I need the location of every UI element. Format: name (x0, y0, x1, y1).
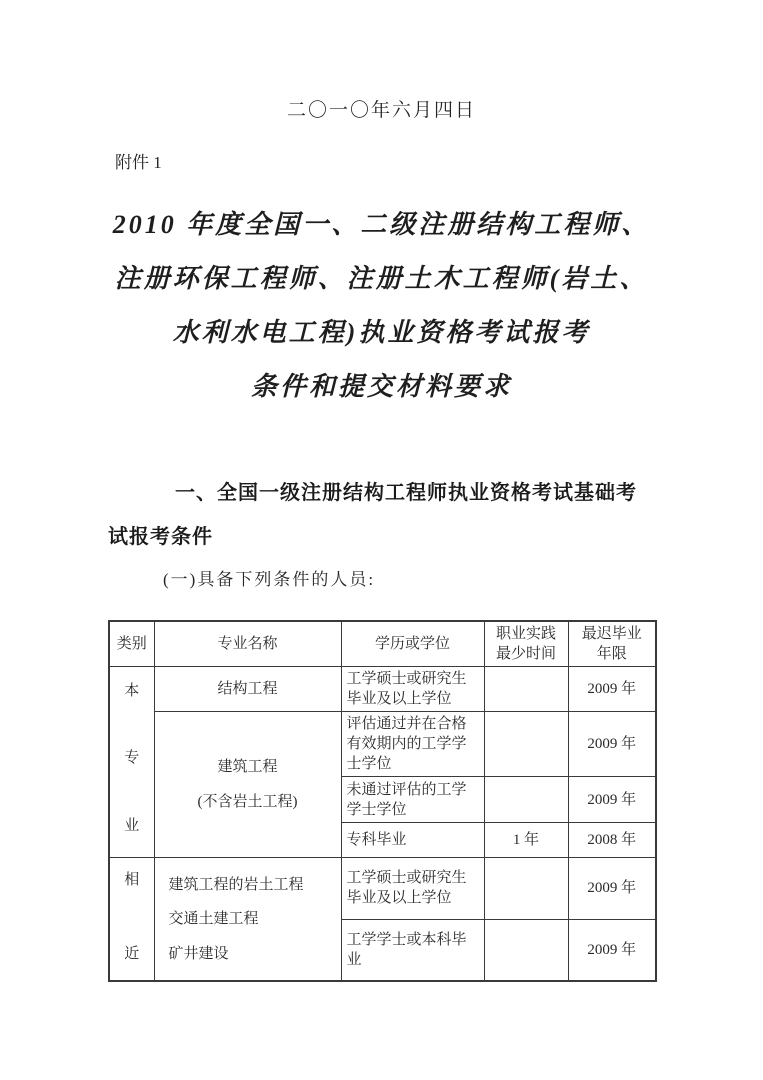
col-header-degree: 学历或学位 (341, 621, 484, 667)
practice-cell (484, 777, 568, 823)
category-similar-stack (115, 860, 149, 978)
practice-cell (484, 712, 568, 777)
subsection-label: (一)具备下列条件的人员: (163, 570, 376, 589)
col-header-graduation (568, 621, 656, 667)
section-heading-line-1: 一、全国一级注册结构工程师执业资格考试基础考 (175, 482, 637, 504)
graduation-cell: 2008 年 (568, 823, 656, 858)
practice-cell (484, 919, 568, 981)
category-char: 相 (124, 872, 140, 888)
col-header-graduation-line-1: 最迟毕业 (581, 626, 642, 642)
graduation-cell: 2009 年 (568, 667, 656, 712)
category-char: 专 (124, 750, 140, 766)
degree-cell: 专科毕业 (341, 823, 484, 858)
major-cell-similar (154, 858, 341, 982)
document-title (108, 198, 655, 414)
practice-cell (484, 858, 568, 920)
col-header-category: 类别 (109, 621, 154, 667)
major-architecture-stack (160, 714, 336, 855)
section-heading (108, 471, 655, 559)
col-header-practice (484, 621, 568, 667)
col-header-practice-line-2: 最少时间 (495, 646, 556, 662)
category-cell-own-major (109, 667, 154, 858)
degree-cell: 评估通过并在合格有效期内的工学学士学位 (341, 712, 484, 777)
document-date: 二〇一〇年六月四日 (286, 100, 476, 121)
requirements-table (108, 620, 657, 982)
category-own-major-stack (115, 672, 149, 853)
practice-cell: 1 年 (484, 823, 568, 858)
graduation-cell: 2009 年 (568, 919, 656, 981)
col-header-practice-line-1: 职业实践 (495, 626, 556, 642)
degree-cell: 工学硕士或研究生毕业及以上学位 (341, 858, 484, 920)
degree-cell: 工学硕士或研究生毕业及以上学位 (341, 667, 484, 712)
title-line-2: 注册环保工程师、注册土木工程师(岩土、 (114, 264, 649, 293)
table-header-row (109, 621, 656, 667)
major-line: 建筑工程的岩土工程 (168, 876, 304, 893)
col-header-major: 专业名称 (154, 621, 341, 667)
major-line: 建筑工程 (217, 759, 278, 775)
graduation-cell: 2009 年 (568, 858, 656, 920)
graduation-cell: 2009 年 (568, 777, 656, 823)
table-row (109, 712, 656, 777)
major-line: (不含岩土工程) (197, 794, 298, 810)
graduation-cell: 2009 年 (568, 712, 656, 777)
category-char: 近 (124, 946, 140, 962)
category-char: 本 (124, 682, 140, 699)
category-cell-similar (109, 858, 154, 982)
attachment-label: 附件 1 (115, 153, 162, 172)
major-cell-structural: 结构工程 (154, 667, 341, 712)
section-heading-line-2: 试报考条件 (108, 526, 213, 548)
table-row (109, 858, 656, 920)
category-char: 业 (124, 817, 140, 834)
degree-cell: 工学学士或本科毕业 (341, 919, 484, 981)
title-line-4: 条件和提交材料要求 (250, 372, 512, 401)
practice-cell (484, 667, 568, 712)
degree-cell: 未通过评估的工学学士学位 (341, 777, 484, 823)
major-line: 交通土建工程 (168, 911, 259, 927)
title-line-1: 2010 年度全国一、二级注册结构工程师、 (112, 210, 651, 239)
table-row (109, 667, 656, 712)
major-similar-stack (160, 860, 336, 978)
major-line: 矿井建设 (168, 945, 229, 962)
major-cell-architecture (154, 712, 341, 858)
col-header-graduation-line-2: 年限 (596, 646, 627, 662)
title-line-3: 水利水电工程)执业资格考试报考 (172, 318, 591, 347)
